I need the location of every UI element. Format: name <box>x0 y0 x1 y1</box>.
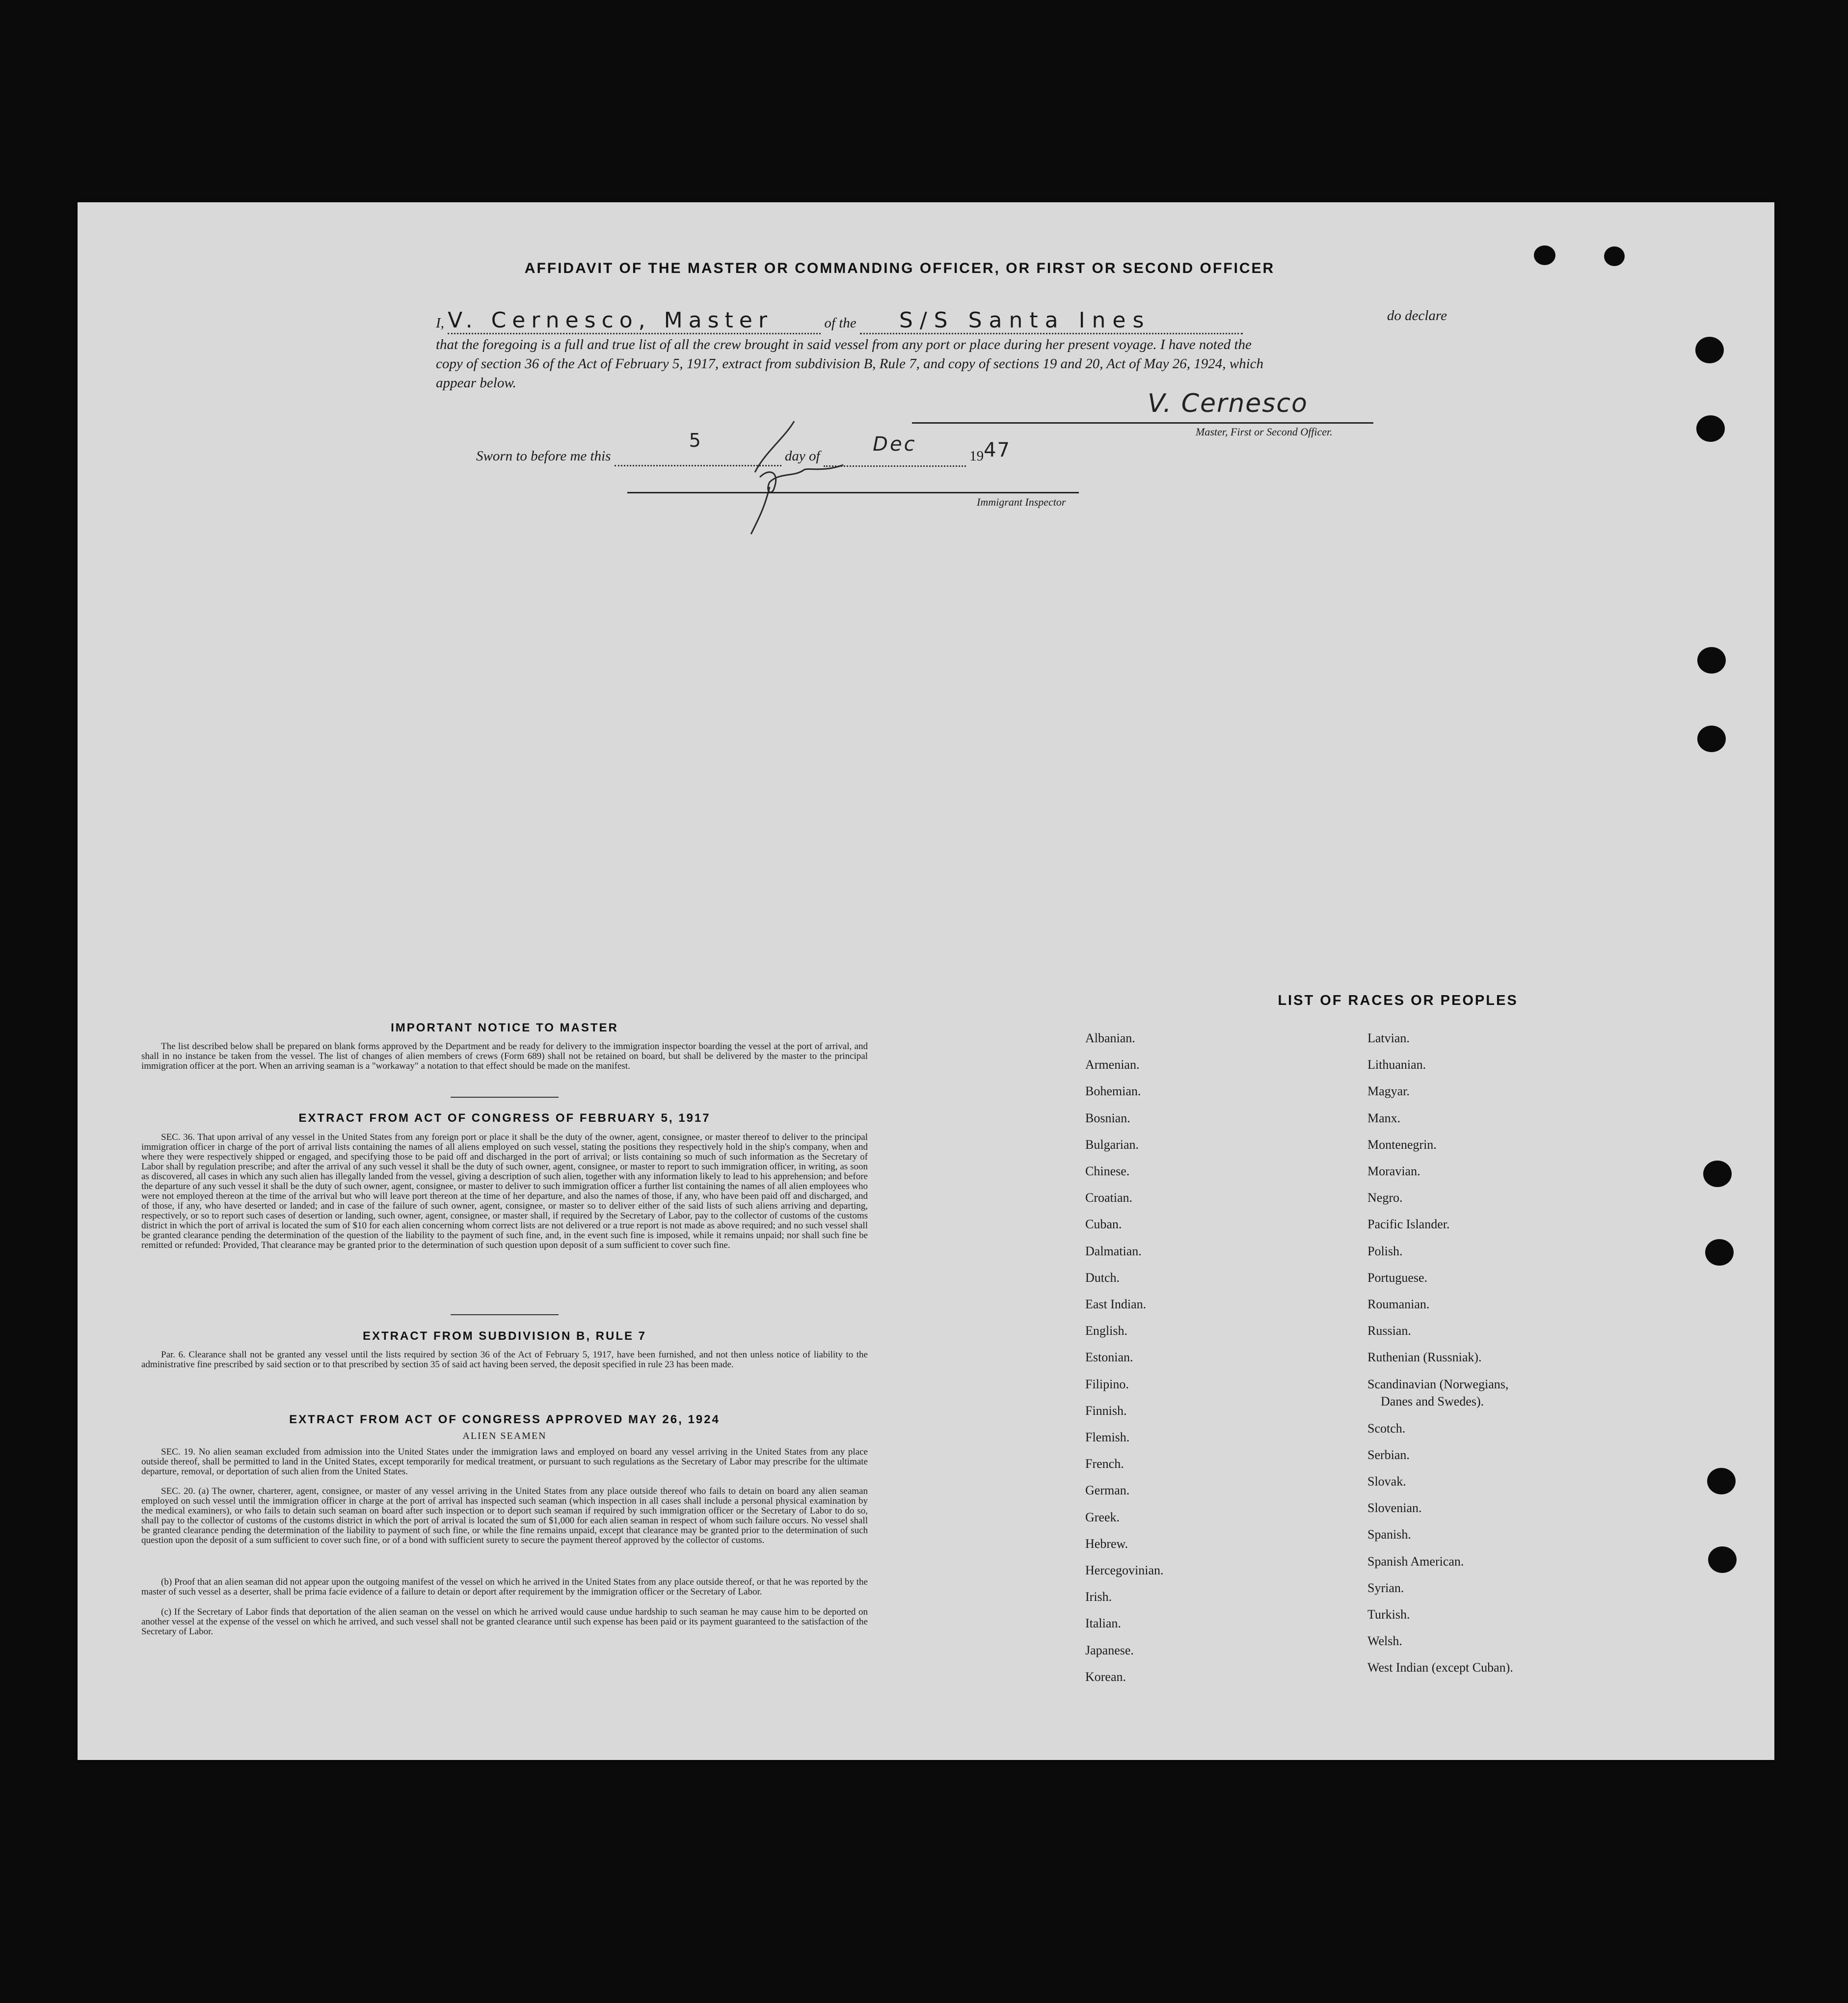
race-item: Pacific Islander. <box>1367 1217 1450 1232</box>
master-signature-caption: Master, First or Second Officer. <box>1196 426 1333 438</box>
race-item: Lithuanian. <box>1367 1057 1426 1072</box>
race-item: Italian. <box>1085 1616 1121 1631</box>
race-item: Latvian. <box>1367 1031 1410 1045</box>
vessel-name-field <box>860 308 1243 334</box>
race-item: Korean. <box>1085 1669 1126 1684</box>
master-signature-line <box>912 422 1373 424</box>
rule7-title: EXTRACT FROM SUBDIVISION B, RULE 7 <box>362 1329 647 1343</box>
extract-1924-subtitle: ALIEN SEAMEN <box>462 1431 547 1441</box>
race-item: Montenegrin. <box>1367 1137 1437 1152</box>
race-item: Finnish. <box>1085 1403 1127 1418</box>
race-item: Slovak. <box>1367 1474 1406 1489</box>
race-item: Estonian. <box>1085 1350 1133 1365</box>
punch-hole <box>1707 1468 1736 1494</box>
race-item: Dalmatian. <box>1085 1244 1142 1258</box>
inspector-signature-line <box>627 492 1079 493</box>
race-item: Portuguese. <box>1367 1270 1428 1285</box>
extract-1924-sec19: SEC. 19. No alien seaman excluded from admission into the United States under the immigration laws and employed on board any vessel arriving in the United States from any place outside thereof, shall be permitted to land in the United States, except temporarily for medical treatment, or pursuant to such regulations as the Secretary of Labor may prescribe for the ultimate departure, removal, or deportation of such alien from the United States. <box>141 1447 868 1477</box>
extract-1924-sec20c: (c) If the Secretary of Labor finds that deportation of the alien seaman on the vessel on which he arrived would cause undue hardship to such seaman he may cause him to be deported on another vessel at the expense of the vessel on which he arrived, and such vessel shall not be granted clearance until such expense has been paid or its payment guaranteed to the satisfaction of the Secretary of Labor. <box>141 1607 868 1637</box>
inspector-signature <box>725 418 883 536</box>
section-divider <box>451 1314 559 1315</box>
race-item: English. <box>1085 1324 1127 1338</box>
extract-1917-body: SEC. 36. That upon arrival of any vessel in the United States from any foreign port or place it shall be the duty of the owner, agent, consignee, or master thereof to deliver to the principal immigration officer in charge of the port of arrival lists containing the names of all aliens employed on such vessel, stating the positions they respectively hold in the ship's company, when and where they were respectively shipped or engaged, and specifying those to be paid off and discharged in the port of arrival; or lists containing so much of such information as the Secretary of Labor shall by regulation prescribe; and after the arrival of any such vessel it shall be the duty of such owner, agent, consignee, or master to report to such immigration officer, in writing, as soon as discovered, all cases in which any such alien has illegally landed from the vessel, giving a description of such alien, together with any information likely to lead to his apprehension; and before the departure of any such vessel it shall be the duty of such owner, agent, consignee, or master to deliver to such immigration officer a further list containing the names of all alien employees who were not employed thereon at the time of the arrival but who will leave port thereon at the time of her departure, and also the names of those, if any, who have been paid off and discharged, and of those, if any, who have deserted or landed; and in case of the failure of such owner, agent, consignee, or master so to deliver either of the said lists of such aliens arriving and departing, respectively, or so to report such cases of desertion or landing, such owner, agent, consignee, or master shall, if required by the Secretary of Labor, pay to the collector of customs of the customs district in which the port of arrival is located the sum of $10 for each alien concerning whom correct lists are not delivered or a true report is not made as above required; and no such vessel shall be granted clearance pending the determination of the question of the liability to the payment of such fine, and, in the event such fine is imposed, while it remains unpaid; nor shall such fine be remitted or refunded: Provided, That clearance may be granted prior to the determination of such question upon deposit of a sum sufficient to cover such fine. <box>141 1132 868 1250</box>
master-name-value: V. Cernesco, Master <box>448 308 773 333</box>
notice-body: The list described below shall be prepared on blank forms approved by the Department and be ready for delivery to the immigration inspector boarding the vessel at the port of arrival, and shall in no instance be taken from the vessel. The list of changes of alien members of crews (Form 689) shall not be retained on board, but shall be delivered by the master to the principal immigration officer at the port. When an arriving seaman is a "workaway" a notation to that effect should be made on the manifest. <box>141 1041 868 1071</box>
race-item: East Indian. <box>1085 1297 1147 1311</box>
day-of-label: day of <box>784 448 820 464</box>
race-item: Greek. <box>1085 1510 1120 1524</box>
sworn-label: Sworn to before me this <box>476 448 611 464</box>
race-item: Ruthenian (Russniak). <box>1367 1350 1482 1365</box>
notice-title: IMPORTANT NOTICE TO MASTER <box>391 1021 618 1034</box>
sworn-day-value: 5 <box>689 430 707 451</box>
i-label: I, <box>436 315 444 331</box>
punch-hole <box>1696 415 1725 442</box>
punch-hole <box>1705 1239 1734 1266</box>
do-declare-label: do declare <box>1387 308 1447 324</box>
sworn-year-value: 47 <box>984 439 1011 461</box>
race-item: Armenian. <box>1085 1057 1140 1072</box>
race-item: German. <box>1085 1483 1130 1498</box>
race-item: Spanish. <box>1367 1527 1411 1542</box>
race-item: Bosnian. <box>1085 1110 1130 1125</box>
affidavit-text-line-4: appear below. <box>436 375 516 391</box>
affidavit-text-line-3: copy of section 36 of the Act of February 5, 1917, extract from subdivision B, Rule 7, and copy of sections 19 and 20, Act of May 26, 1924, which <box>436 356 1264 372</box>
affidavit-text-line-2: that the foregoing is a full and true list of all the crew brought in said vessel from any port or place during her present voyage. I have noted the <box>436 337 1252 352</box>
punch-hole <box>1695 337 1724 363</box>
race-item: Polish. <box>1367 1244 1403 1258</box>
race-item: Flemish. <box>1085 1430 1130 1444</box>
punch-hole <box>1604 246 1625 266</box>
race-item: West Indian (except Cuban). <box>1367 1660 1513 1675</box>
races-title: LIST OF RACES OR PEOPLES <box>1278 993 1518 1008</box>
rule7-body: Par. 6. Clearance shall not be granted any vessel until the lists required by section 36 of the Act of February 5, 1917, have been furnished, and not then unless notice of liability to the administrative fine prescribed by said section or to that prescribed by section 35 of said act having been served, the deposit specified in rule 23 has been made. <box>141 1350 868 1370</box>
race-item-continuation: Danes and Swedes). <box>1381 1394 1484 1408</box>
race-item: Welsh. <box>1367 1634 1402 1649</box>
race-item: Syrian. <box>1367 1580 1404 1595</box>
race-item: Roumanian. <box>1367 1297 1430 1311</box>
race-item: Bulgarian. <box>1085 1137 1139 1152</box>
punch-hole <box>1697 647 1726 674</box>
punch-hole <box>1697 726 1726 752</box>
race-item: French. <box>1085 1457 1124 1471</box>
race-item: Russian. <box>1367 1324 1411 1338</box>
race-item: Moravian. <box>1367 1164 1420 1178</box>
race-item: Filipino. <box>1085 1377 1129 1391</box>
race-item: Turkish. <box>1367 1607 1410 1622</box>
race-item: Hebrew. <box>1085 1536 1128 1551</box>
punch-hole <box>1708 1546 1737 1573</box>
race-item: Dutch. <box>1085 1270 1120 1285</box>
race-item: Serbian. <box>1367 1447 1410 1462</box>
race-item: Albanian. <box>1085 1031 1135 1045</box>
race-item: Manx. <box>1367 1110 1401 1125</box>
master-signature: V. Cernesco <box>1148 389 1308 418</box>
race-item: Bohemian. <box>1085 1084 1141 1099</box>
section-divider <box>451 1097 559 1098</box>
extract-1924-sec20a: SEC. 20. (a) The owner, charterer, agent, consignee, or master of any vessel arriving in the United States from any place outside thereof who fails to detain on board any alien seaman employed on such vessel until the immigration officer in charge at the port of arrival has inspected such seaman (which inspection in all cases shall include a personal physical examination by the medical examiners), or who fails to detain such seaman on board after such inspection or to deport such seaman if required by such immigration officer or the Secretary of Labor to do so, shall pay to the collector of customs of the customs district in which the port of arrival is located the sum of $1,000 for each alien seaman in respect of whom such failure occurs. No vessel shall be granted clearance pending the determination of the liability to payment of such fine, or while the fine remains unpaid, except that clearance may be granted prior to the determination of such question upon the deposit of a sum sufficient to cover such fine, or of a bond with sufficient surety to secure the payment thereof approved by the collector of customs. <box>141 1486 868 1545</box>
race-item: Magyar. <box>1367 1084 1410 1099</box>
document-page <box>78 202 1774 1760</box>
extract-1924-sec20b: (b) Proof that an alien seaman did not appear upon the outgoing manifest of the vessel on which he arrived in the United States from any place outside thereof, or that he was reported by the master of such vessel as a deserter, shall be prima facie evidence of a failure to detain or deport after requirement by the immigration officer or the Secretary of Labor. <box>141 1577 868 1597</box>
race-item: Cuban. <box>1085 1217 1122 1232</box>
extract-1917-title: EXTRACT FROM ACT OF CONGRESS OF FEBRUARY 5, 1917 <box>298 1111 711 1125</box>
vessel-name-value: S/S Santa Ines <box>899 308 1151 333</box>
sworn-month-value: Dec <box>873 433 917 456</box>
race-item: Croatian. <box>1085 1191 1133 1205</box>
affidavit-declaration-line <box>436 308 1447 334</box>
race-item: Spanish American. <box>1367 1554 1464 1569</box>
punch-hole <box>1703 1161 1732 1187</box>
race-item: Scandinavian (Norwegians, <box>1367 1377 1509 1391</box>
year-prefix: 19 <box>969 448 984 464</box>
of-the-label: of the <box>824 315 857 331</box>
race-item: Slovenian. <box>1367 1501 1422 1516</box>
inspector-caption: Immigrant Inspector <box>977 496 1066 508</box>
master-name-field <box>448 308 821 334</box>
race-item: Irish. <box>1085 1590 1112 1604</box>
punch-hole <box>1534 245 1555 265</box>
affidavit-title: AFFIDAVIT OF THE MASTER OR COMMANDING OFFICER, OR FIRST OR SECOND OFFICER <box>524 260 1275 276</box>
race-item: Hercegovinian. <box>1085 1563 1164 1577</box>
race-item: Scotch. <box>1367 1421 1406 1435</box>
race-item: Negro. <box>1367 1191 1403 1205</box>
race-item: Chinese. <box>1085 1164 1130 1178</box>
extract-1924-title: EXTRACT FROM ACT OF CONGRESS APPROVED MAY 26, 1924 <box>289 1413 720 1426</box>
race-item: Japanese. <box>1085 1643 1134 1657</box>
